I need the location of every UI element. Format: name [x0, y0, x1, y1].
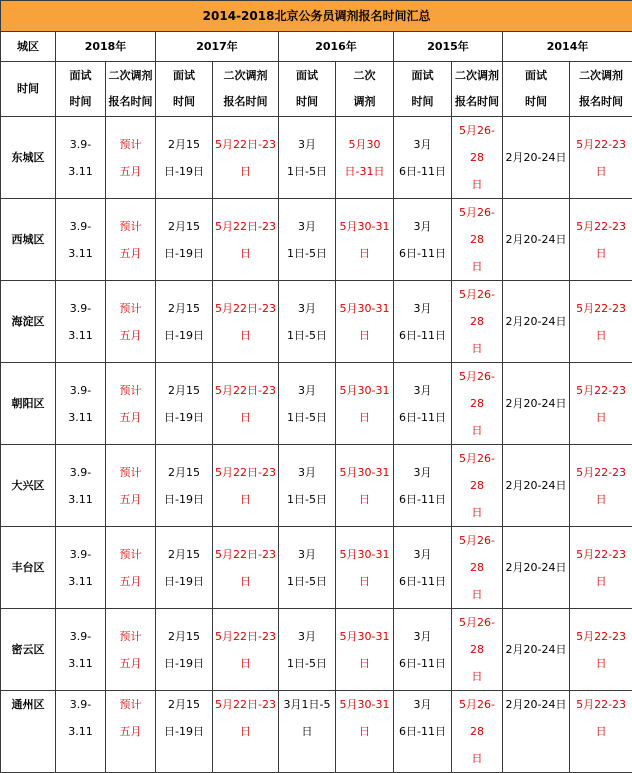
y2017-adjust-cell: 5月22日-23 日: [213, 609, 279, 691]
adjust-header-2016: 二次 调剂: [336, 62, 394, 117]
table-row: [1, 445, 632, 527]
y2014-adjust-cell: 5月22-23 日: [570, 445, 632, 527]
district-cell: 东城区: [1, 117, 56, 199]
y2018-adjust-cell: 预计 五月: [106, 527, 156, 609]
y2014-adjust-cell: 5月22-23 日: [570, 527, 632, 609]
y2018-adjust-cell: 预计 五月: [106, 445, 156, 527]
y2016-adjust-cell: 5月30-31 日: [336, 199, 394, 281]
y2014-adjust-cell: 5月22-23 日: [570, 199, 632, 281]
year-header-2016: 2016年: [279, 32, 394, 62]
district-header: 城区: [1, 32, 56, 62]
district-cell: 密云区: [1, 609, 56, 691]
y2018-interview-cell: 3.9- 3.11: [56, 117, 106, 199]
y2015-adjust-cell: 5月26-28 日: [452, 527, 503, 609]
y2014-interview-cell: 2月20-24日: [503, 527, 570, 609]
table-row: [1, 199, 632, 281]
district-cell: 通州区: [1, 691, 56, 773]
y2014-interview-cell: 2月20-24日: [503, 281, 570, 363]
y2015-adjust-cell: 5月26-28 日: [452, 363, 503, 445]
y2017-interview-cell: 2月15 日-19日: [156, 691, 213, 773]
y2018-interview-cell: 3.9- 3.11: [56, 281, 106, 363]
y2014-interview-cell: 2月20-24日: [503, 363, 570, 445]
y2016-adjust-cell: 5月30-31 日: [336, 445, 394, 527]
y2015-interview-cell: 3月 6日-11日: [394, 363, 452, 445]
interview-header-2017: 面试 时间: [156, 62, 213, 117]
y2016-adjust-cell: 5月30-31 日: [336, 363, 394, 445]
y2018-interview-cell: 3.9- 3.11: [56, 363, 106, 445]
y2014-adjust-cell: 5月22-23 日: [570, 363, 632, 445]
y2016-adjust-cell: 5月30-31 日: [336, 691, 394, 773]
y2018-interview-cell: 3.9- 3.11: [56, 199, 106, 281]
y2014-interview-cell: 2月20-24日: [503, 691, 570, 773]
district-cell: 朝阳区: [1, 363, 56, 445]
y2016-interview-cell: 3月 1日-5日: [279, 117, 336, 199]
y2017-interview-cell: 2月15 日-19日: [156, 199, 213, 281]
interview-header-2015: 面试 时间: [394, 62, 452, 117]
y2017-interview-cell: 2月15 日-19日: [156, 445, 213, 527]
table-row: [1, 691, 632, 773]
district-cell: 丰台区: [1, 527, 56, 609]
y2016-interview-cell: 3月 1日-5日: [279, 445, 336, 527]
y2015-adjust-cell: 5月26-28 日: [452, 609, 503, 691]
y2016-interview-cell: 3月 1日-5日: [279, 527, 336, 609]
table-row: [1, 609, 632, 691]
adjust-header-2017: 二次调剂 报名时间: [213, 62, 279, 117]
y2016-interview-cell: 3月1日-5 日: [279, 691, 336, 773]
district-cell: 大兴区: [1, 445, 56, 527]
y2015-adjust-cell: 5月26-28 日: [452, 691, 503, 773]
y2015-interview-cell: 3月 6日-11日: [394, 117, 452, 199]
y2018-interview-cell: 3.9- 3.11: [56, 527, 106, 609]
y2014-adjust-cell: 5月22-23 日: [570, 691, 632, 773]
y2014-adjust-cell: 5月22-23 日: [570, 281, 632, 363]
y2017-adjust-cell: 5月22日-23 日: [213, 691, 279, 773]
y2018-adjust-cell: 预计 五月: [106, 691, 156, 773]
y2015-adjust-cell: 5月26-28 日: [452, 445, 503, 527]
y2017-adjust-cell: 5月22日-23 日: [213, 445, 279, 527]
table-row: [1, 527, 632, 609]
y2016-interview-cell: 3月 1日-5日: [279, 363, 336, 445]
y2016-interview-cell: 3月 1日-5日: [279, 609, 336, 691]
y2017-adjust-cell: 5月22日-23 日: [213, 527, 279, 609]
table-title: 2014-2018北京公务员调剂报名时间汇总: [1, 1, 632, 32]
y2014-adjust-cell: 5月22-23 日: [570, 609, 632, 691]
table-row: [1, 281, 632, 363]
y2018-interview-cell: 3.9- 3.11: [56, 691, 106, 773]
y2018-adjust-cell: 预计 五月: [106, 363, 156, 445]
y2017-adjust-cell: 5月22日-23 日: [213, 199, 279, 281]
year-header-2017: 2017年: [156, 32, 279, 62]
interview-header-2018: 面试 时间: [56, 62, 106, 117]
y2018-adjust-cell: 预计 五月: [106, 117, 156, 199]
interview-header-2014: 面试 时间: [503, 62, 570, 117]
y2015-adjust-cell: 5月26-28 日: [452, 199, 503, 281]
y2016-adjust-cell: 5月30-31 日: [336, 281, 394, 363]
y2015-interview-cell: 3月 6日-11日: [394, 445, 452, 527]
adjust-header-2015: 二次调剂 报名时间: [452, 62, 503, 117]
year-header-2014: 2014年: [503, 32, 632, 62]
y2018-adjust-cell: 预计 五月: [106, 281, 156, 363]
y2015-adjust-cell: 5月26-28 日: [452, 281, 503, 363]
y2017-adjust-cell: 5月22日-23 日: [213, 363, 279, 445]
y2016-adjust-cell: 5月30 日-31日: [336, 117, 394, 199]
y2015-adjust-cell: 5月26-28 日: [452, 117, 503, 199]
district-cell: 西城区: [1, 199, 56, 281]
y2017-interview-cell: 2月15 日-19日: [156, 363, 213, 445]
y2016-interview-cell: 3月 1日-5日: [279, 281, 336, 363]
y2016-interview-cell: 3月 1日-5日: [279, 199, 336, 281]
y2014-interview-cell: 2月20-24日: [503, 199, 570, 281]
y2017-adjust-cell: 5月22日-23 日: [213, 117, 279, 199]
y2016-adjust-cell: 5月30-31 日: [336, 609, 394, 691]
time-header: 时间: [1, 62, 56, 117]
adjust-header-2018: 二次调剂 报名时间: [106, 62, 156, 117]
year-header-2015: 2015年: [394, 32, 503, 62]
district-cell: 海淀区: [1, 281, 56, 363]
y2018-adjust-cell: 预计 五月: [106, 199, 156, 281]
y2017-interview-cell: 2月15 日-19日: [156, 527, 213, 609]
y2015-interview-cell: 3月 6日-11日: [394, 691, 452, 773]
y2018-interview-cell: 3.9- 3.11: [56, 445, 106, 527]
y2015-interview-cell: 3月 6日-11日: [394, 199, 452, 281]
y2017-adjust-cell: 5月22日-23 日: [213, 281, 279, 363]
interview-header-2016: 面试 时间: [279, 62, 336, 117]
adjust-header-2014: 二次调剂 报名时间: [570, 62, 632, 117]
y2017-interview-cell: 2月15 日-19日: [156, 117, 213, 199]
y2014-interview-cell: 2月20-24日: [503, 609, 570, 691]
table-row: [1, 363, 632, 445]
y2014-interview-cell: 2月20-24日: [503, 445, 570, 527]
y2015-interview-cell: 3月 6日-11日: [394, 527, 452, 609]
y2016-adjust-cell: 5月30-31 日: [336, 527, 394, 609]
y2015-interview-cell: 3月 6日-11日: [394, 609, 452, 691]
y2015-interview-cell: 3月 6日-11日: [394, 281, 452, 363]
y2018-adjust-cell: 预计 五月: [106, 609, 156, 691]
y2018-interview-cell: 3.9- 3.11: [56, 609, 106, 691]
year-header-2018: 2018年: [56, 32, 156, 62]
table-row: [1, 117, 632, 199]
y2017-interview-cell: 2月15 日-19日: [156, 281, 213, 363]
y2017-interview-cell: 2月15 日-19日: [156, 609, 213, 691]
y2014-adjust-cell: 5月22-23 日: [570, 117, 632, 199]
y2014-interview-cell: 2月20-24日: [503, 117, 570, 199]
